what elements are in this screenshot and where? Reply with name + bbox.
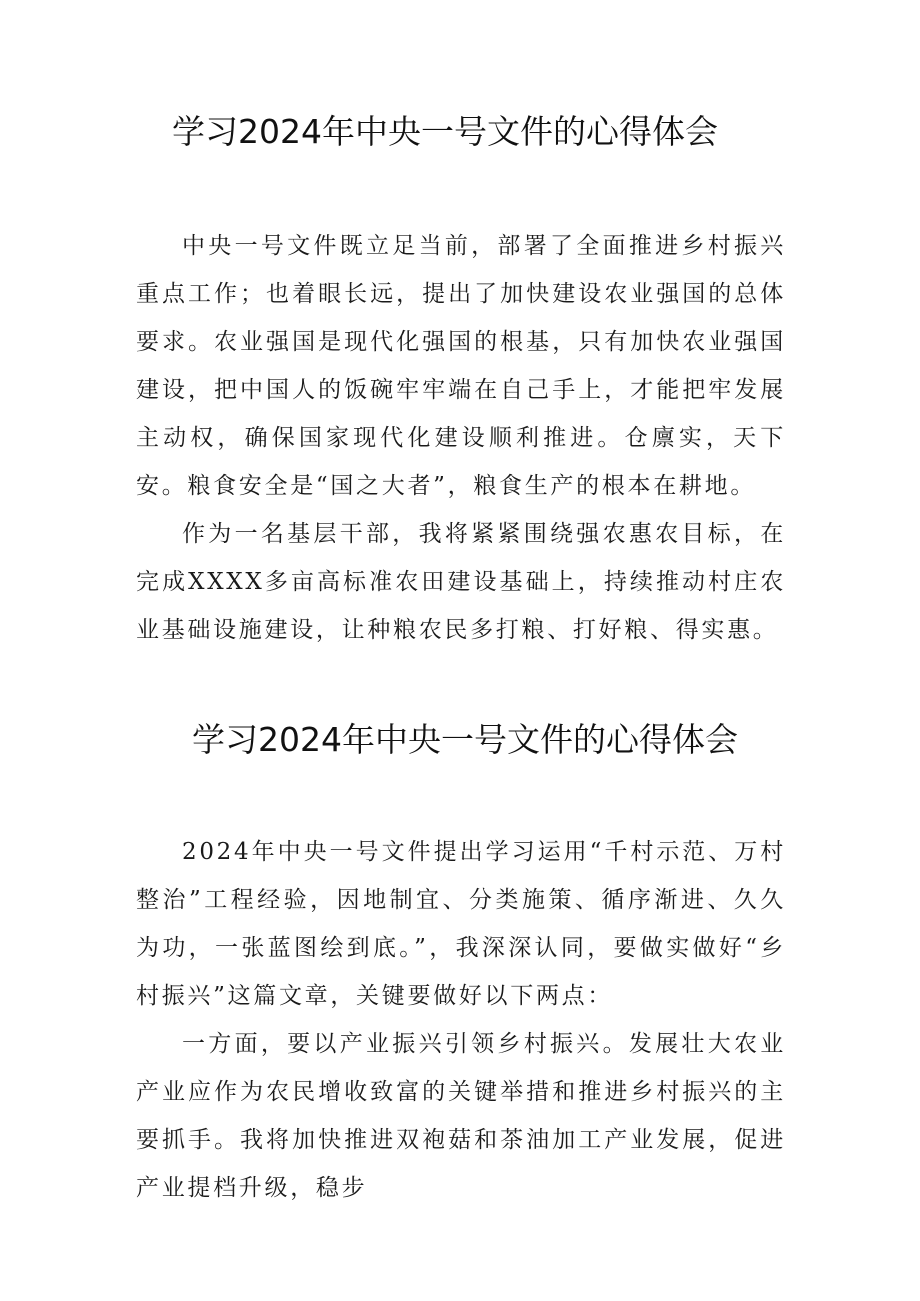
section-1-paragraph-1: 中央一号文件既立足当前，部署了全面推进乡村振兴重点工作；也着眼长远，提出了加快建设农业强国的总体要求。农业强国是现代化强国的根基，只有加快农业强国建设，把中国人的饭碗牢牢端在自己手上，才能把牢发展主动权，确保国家现代化建设顺利推进。仓廪实，天下安。粮食安全是“国之大者”，粮食生产的根本在耕地。 (136, 233, 786, 499)
section-1-body (136, 222, 786, 654)
section-2-body (136, 828, 786, 1212)
section-2-title: 学习2024年中央一号文件的心得体会 (192, 720, 738, 759)
section-1-title: 学习2024年中央一号文件的心得体会 (172, 112, 718, 151)
section-2-paragraph-1: 2024年中央一号文件提出学习运用“千村示范、万村整治”工程经验，因地制宜、分类施策、循序渐进、久久为功，一张蓝图绘到底。”，我深深认同，要做实做好“乡村振兴”这篇文章，关键要做好以下两点： (136, 839, 786, 1009)
section-1-paragraph-2: 作为一名基层干部，我将紧紧围绕强农惠农目标，在完成XXXX多亩高标准农田建设基础上，持续推动村庄农业基础设施建设，让种粮农民多打粮、打好粮、得实惠。 (136, 521, 786, 643)
section-2-paragraph-2: 一方面，要以产业振兴引领乡村振兴。发展壮大农业产业应作为农民增收致富的关键举措和推进乡村振兴的主要抓手。我将加快推进双袍菇和茶油加工产业发展，促进产业提档升级，稳步 (136, 1031, 786, 1201)
